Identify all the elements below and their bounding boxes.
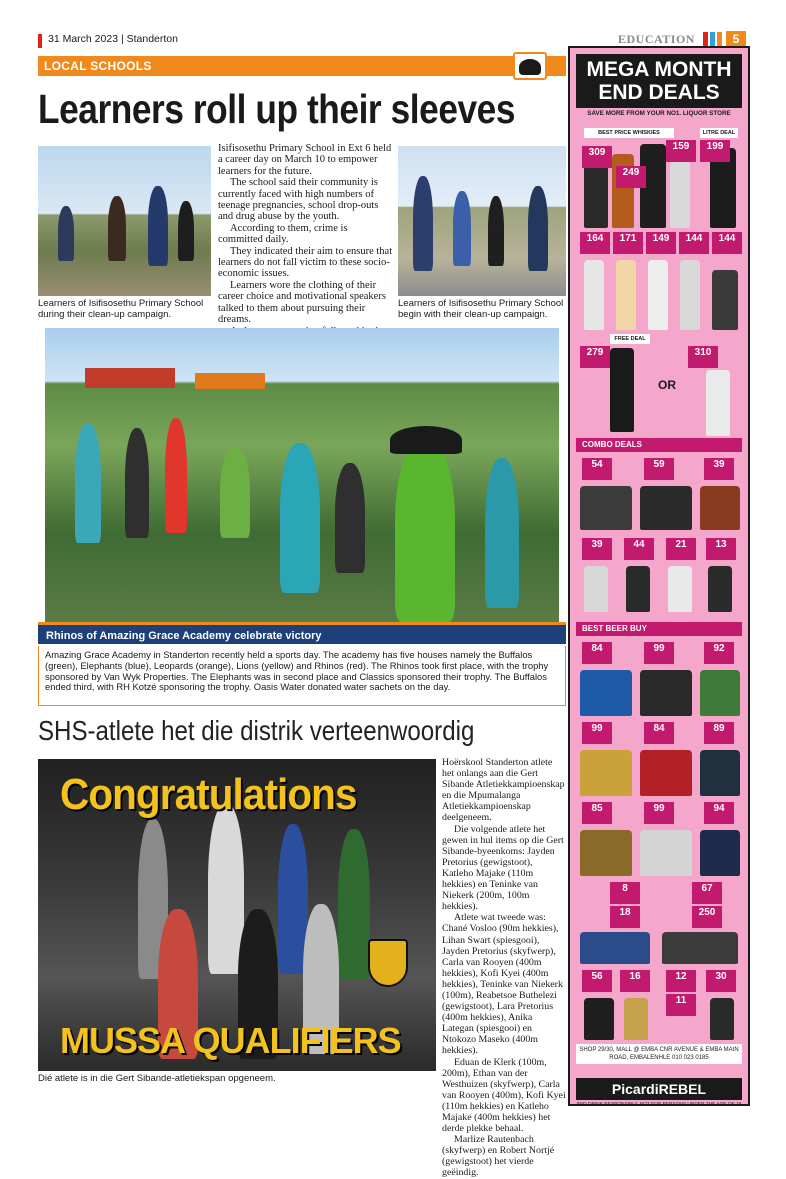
- caption-cleanup-right: Learners of Isifisosethu Primary School begin with their clean-up campaign.: [398, 298, 564, 320]
- color-block-blue: [710, 32, 715, 46]
- price-badge: 85: [582, 802, 612, 824]
- ad-best-beer-buy: BEST BEER BUY: [576, 622, 742, 636]
- price-badge: 16: [620, 970, 650, 992]
- page-number: 5: [726, 31, 746, 47]
- price-badge: 44: [624, 538, 654, 560]
- price-badge: 199: [700, 140, 730, 162]
- ad-legal: #NO DRINK RESPONSIBLY. NOT FOR PERSONS UNDER THE AGE OF 18: [576, 1102, 742, 1107]
- price-badge: 159: [666, 140, 696, 162]
- price-badge: 249: [616, 166, 646, 188]
- price-badge: 84: [644, 722, 674, 744]
- ad-free-deal: FREE DEAL: [610, 334, 650, 344]
- ad-combo-deals: COMBO DEALS: [576, 438, 742, 452]
- section-label: EDUCATION: [618, 32, 695, 46]
- color-block-orange: [717, 32, 722, 46]
- price-badge: 99: [644, 642, 674, 664]
- price-badge: 99: [644, 802, 674, 824]
- price-badge: 144: [679, 232, 709, 254]
- photo-text-qualifiers: MUSSA QUALIFIERS: [60, 1020, 401, 1061]
- color-blocks: [703, 32, 722, 46]
- photo-sports-day: [45, 328, 559, 622]
- section-banner: LOCAL SCHOOLS: [38, 56, 566, 76]
- price-badge: 310: [688, 346, 718, 368]
- price-badge: 39: [582, 538, 612, 560]
- price-badge: 94: [704, 802, 734, 824]
- story3-title: SHS-atlete het die distrik verteenwoordig: [38, 715, 475, 746]
- story1-p4: They indicated their aim to ensure that learners do not fall victim to these socio-economic issues.: [218, 245, 393, 280]
- story1-p1: Isifisosethu Primary School in Ext 6 held a career day on March 10 to empower learners for the future.: [218, 143, 392, 177]
- graduation-cap-icon: [513, 52, 547, 80]
- story2-body: Amazing Grace Academy in Standerton recently held a sports day. The academy has five houses namely the Buffalos (green), Elephants (blue), Leopards (orange), Lions (yellow) and Rhinos (red). The Rhinos took first place, with the trophy sponsored by Van Wyk Properties. The Elephants was in second place and Classics sponsored their trophy. The Buffalos ended third, with RH Kotzé sponsoring the trophy. Oasis Water donated water sachets on the day.: [38, 646, 566, 706]
- price-badge: 21: [666, 538, 696, 560]
- color-block-red: [703, 32, 708, 46]
- ad-headline: [576, 54, 742, 108]
- story3-p2: Die volgende atlete het gewen in hul items op die Gert Sibande-byeenkoms: Jayden Pretorius (gewigstoot), Katleho Majake (110m hekkies) en Teninke van Niekerk (200m, 100m hekkies).: [442, 823, 564, 913]
- price-badge: 309: [582, 146, 612, 168]
- price-badge: 8: [610, 882, 640, 904]
- ad-headline-1: MEGA MONTH: [586, 58, 732, 81]
- gazebo: [85, 368, 175, 388]
- ad-or: OR: [658, 378, 676, 392]
- price-badge: 84: [582, 642, 612, 664]
- price-badge: 92: [704, 642, 734, 664]
- whisky-bottle: [670, 154, 690, 228]
- ad-litre-deal: LITRE DEAL: [700, 128, 738, 138]
- caption-cleanup-left: Learners of Isifisosethu Primary School during their clean-up campaign.: [38, 298, 204, 320]
- price-badge: 18: [610, 906, 640, 928]
- price-badge: 171: [613, 232, 643, 254]
- story3-p4: Eduan de Klerk (100m, 200m), Ethan van der Westhuizen (skyfwerp), Carla van Rooyen (400m), Kofi Kyei (110m hekkies) en Katleho Majake (400m hekkies) het derde plekke behaal.: [442, 1056, 566, 1135]
- story1-p5: Learners wore the clothing of their career choice and motivational speakers talked to them about pursuing their dreams.: [218, 279, 386, 326]
- ad-tagline: SAVE MORE FROM YOUR NO1. LIQUOR STORE: [587, 110, 731, 117]
- headline: Learners roll up their sleeves: [38, 86, 516, 132]
- story1-p3: According to them, crime is committed daily.: [218, 222, 348, 246]
- caption-athletes: Dié atlete is in die Gert Sibande-atletiekspan opgeneem.: [38, 1073, 276, 1084]
- price-badge: 30: [706, 970, 736, 992]
- photo-cleanup-left: [38, 146, 211, 296]
- price-badge: 99: [582, 722, 612, 744]
- school-crest-icon: [368, 939, 408, 987]
- photo-cleanup-right: [398, 146, 566, 296]
- price-badge: 11: [666, 994, 696, 1016]
- story2-title: Rhinos of Amazing Grace Academy celebrate victory: [38, 622, 566, 644]
- price-badge: 89: [704, 722, 734, 744]
- story1-p2: The school said their community is currently faced with high numbers of teenage pregnancies, school drop-outs and drug abuse by the youth.: [218, 177, 379, 223]
- price-badge: 250: [692, 906, 722, 928]
- price-badge: 144: [712, 232, 742, 254]
- ad-store-address: SHOP 29/30, MALL @ EMBA CNR AVENUE & EMBA MAIN ROAD, EMBALENHLE 010 023 0185: [576, 1044, 742, 1064]
- ad-headline-2: END DEALS: [598, 81, 720, 104]
- price-badge: 56: [582, 970, 612, 992]
- price-badge: 59: [644, 458, 674, 480]
- story3-p5: Marlize Rautenbach (skyfwerp) en Robert Nortjé (gewigstoot) het vierde geëindig.: [442, 1134, 555, 1179]
- photo-text-congratulations: Congratulations: [60, 770, 357, 819]
- price-badge: 164: [580, 232, 610, 254]
- story3-body: [442, 757, 566, 1179]
- price-badge: 54: [582, 458, 612, 480]
- story3-p3: Atlete wat tweede was: Chané Vosloo (90m hekkies), Lihan Swart (spiesgooi), Jayden Pretorius (skyfwerp), Carla van Rooyen (400m hekkies), Kofi Kyei (400m hekkies), Teninke van Niekerk (100m), Reabetsoe Buthelezi (gewigstoot), Lara Pretorius (400m hekkies), Anika Lategan (spiesgooi) en Ntokozo Maseko (400m hekkies).: [442, 912, 563, 1057]
- price-badge: 279: [580, 346, 610, 368]
- black-hat: [390, 426, 462, 454]
- price-badge: 149: [646, 232, 676, 254]
- date-line: 31 March 2023 | Standerton: [48, 33, 178, 45]
- story1-body: [218, 143, 394, 348]
- story3-p1: Hoërskool Standerton atlete het onlangs aan die Gert Sibande Atletiekkampioenskap en die Mpumalanga Atletiekkampioenskap deelgeneem.: [442, 757, 565, 824]
- price-badge: 13: [706, 538, 736, 560]
- header-accent-bar: [38, 34, 42, 48]
- liquor-advert: [568, 46, 750, 1106]
- price-badge: 39: [704, 458, 734, 480]
- price-badge: 12: [666, 970, 696, 992]
- ad-brand-logo: PicardiREBEL: [576, 1078, 742, 1100]
- ad-best-price-whiskies: BEST PRICE WHISKIES: [584, 128, 674, 138]
- price-badge: 67: [692, 882, 722, 904]
